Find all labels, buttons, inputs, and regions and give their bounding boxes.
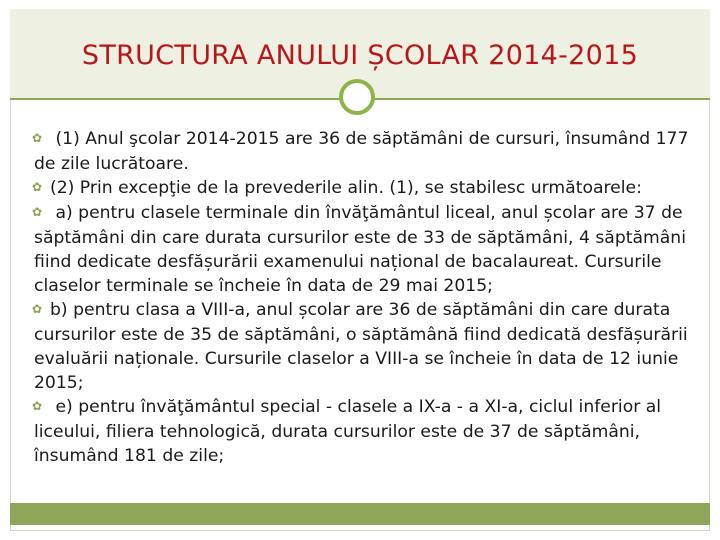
slide-title: STRUCTURA ANULUI ȘCOLAR 2014-2015 (81, 40, 639, 71)
list-item (34, 395, 698, 468)
list-item (34, 176, 698, 201)
bottom-accent-bar (10, 503, 710, 525)
ring-ornament-icon (339, 79, 375, 115)
list-item (34, 201, 698, 298)
list-item-text: (1) Anul şcolar 2014-2015 are 36 de săptămâni de cursuri, însumând 177 de zile lucrătoare. (34, 129, 689, 174)
flower-bullet-icon: ✿ (32, 131, 43, 145)
list-item-text: (2) Prin excepţie de la prevederile alin. (1), se stabilesc următoarele: (50, 178, 642, 198)
flower-bullet-icon: ✿ (32, 399, 43, 413)
list-item (34, 298, 698, 395)
flower-bullet-icon: ✿ (32, 205, 43, 219)
list-item-text: a) pentru clasele terminale din învăţământul liceal, anul școlar are 37 de săptămâni din care durata cursurilor este de 33 de săptămâni, 4 săptămâni fiind dedicate desfășurării examenului național de bacalaureat. Cursurile claselor terminale se încheie în data de 29 mai 2015; (34, 203, 686, 296)
flower-bullet-icon: ✿ (32, 302, 43, 316)
list-item-text: b) pentru clasa a VIII-a, anul școlar are 36 de săptămâni din care durata cursurilor este de 35 de săptămâni, o săptămână fiind dedicată desfășurării evaluării naționale. Cursurile claselor a VIII-a se încheie în data de 12 iunie 2015; (34, 300, 688, 393)
slide-body (34, 127, 698, 468)
list-item (34, 127, 698, 176)
list-item-text: e) pentru învăţământul special - clasele a IX-a - a XI-a, ciclul inferior al liceului, filiera tehnologică, durata cursurilor este de 37 de săptămâni, însumând 181 de zile; (34, 397, 662, 466)
flower-bullet-icon: ✿ (32, 180, 43, 194)
